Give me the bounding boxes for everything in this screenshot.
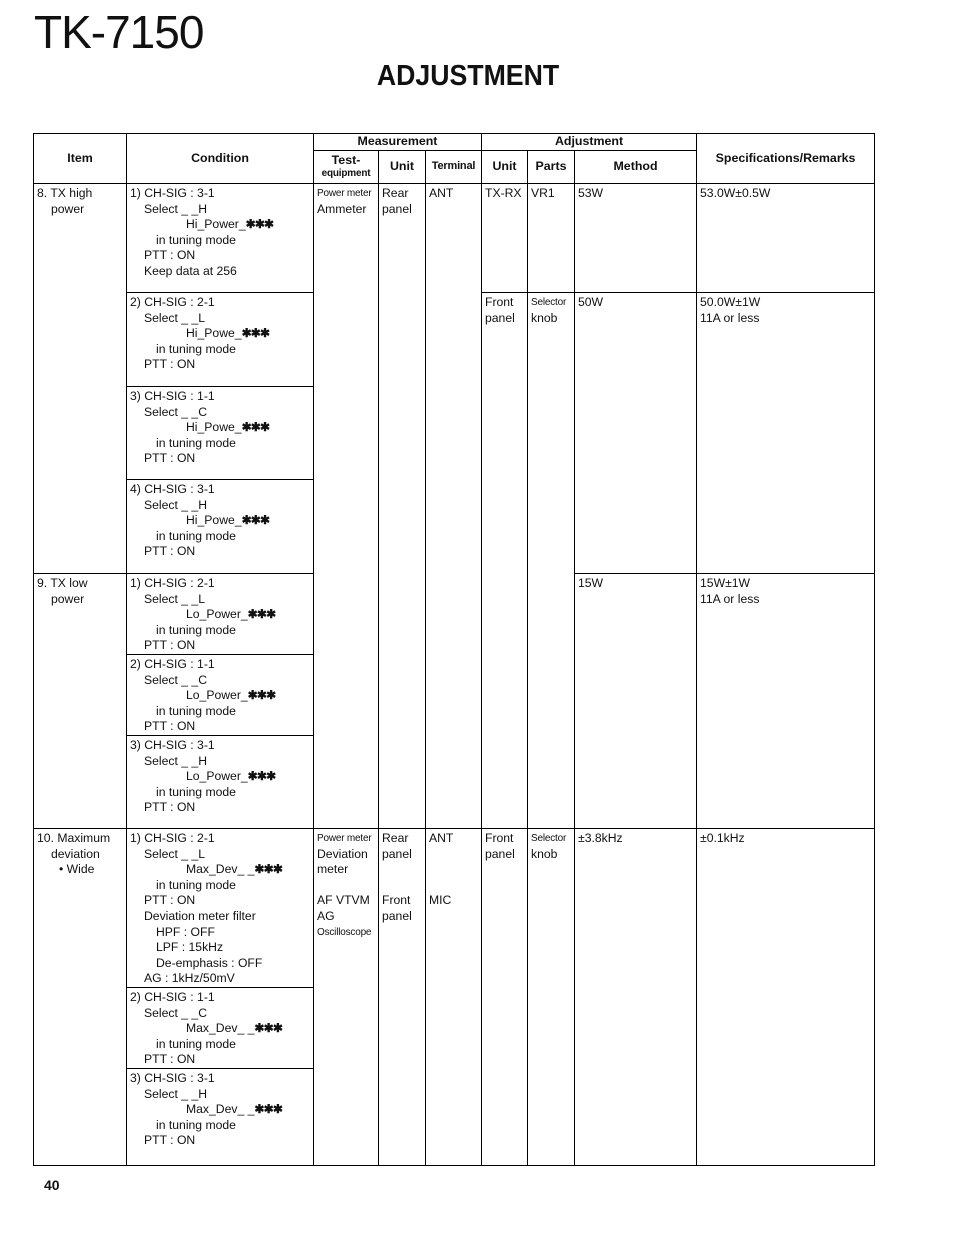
cond-line: 2) CH-SIG : 1-1 [130,657,215,671]
item-10-line-1: 10. Maximum [37,831,111,845]
item-8-line-1: 8. TX high [37,186,93,200]
cond-line: Hi_Powe_ [186,513,242,528]
unit-line: Rear [382,831,409,845]
adj-unit-10 [482,829,528,1166]
item-10-line-3: • Wide [59,862,95,877]
cond-line: Max_Dev_ _ [186,1021,255,1036]
cond-line: Max_Dev_ _ [186,1102,255,1117]
test-equipment-10 [314,829,379,1166]
header-test-equipment [314,151,379,184]
condition-9-3 [127,736,314,829]
item-8-line-2: power [51,201,85,216]
test-equipment-line: Ammeter [317,201,367,216]
test-equipment-line: AG [317,908,335,923]
adjustment-table [33,133,875,1166]
stars-mark: ✱✱✱ [245,217,274,232]
header-adj-unit: Unit [482,151,528,184]
stars-mark: ✱✱✱ [247,688,276,703]
specs-10 [697,829,875,1166]
cond-line: LPF : 15kHz [156,940,224,955]
header-measurement: Measurement [314,134,482,151]
cond-line: PTT : ON [144,1052,196,1067]
stars-mark: ✱✱✱ [241,326,270,341]
parts-line: knob [531,310,558,325]
terminal-line: ANT [429,831,454,845]
condition-10-1 [127,829,314,988]
cond-line: Select _ _H [144,753,208,768]
stars-mark: ✱✱✱ [241,513,270,528]
unit-line: panel [382,201,412,216]
adj-unit-line: panel [485,846,515,861]
cond-line: HPF : OFF [156,924,215,939]
cond-line: PTT : ON [144,451,196,466]
item-9-line-2: power [51,591,85,606]
specs-9 [697,574,875,829]
cond-line: in tuning mode [156,528,236,543]
header-specs: Specifications/Remarks [697,134,875,184]
method-9: 15W [575,574,697,829]
cond-line: 1) CH-SIG : 3-1 [130,186,215,200]
cond-line: in tuning mode [156,435,236,450]
cond-line: PTT : ON [144,357,196,372]
unit-line: Rear [382,186,409,200]
condition-8-1 [127,184,314,293]
header-test-equipment-1: Test- [331,153,361,167]
cond-line: De-emphasis : OFF [156,955,263,970]
cond-line: 1) CH-SIG : 2-1 [130,576,215,590]
model-title: TK-7150 [34,6,204,58]
adj-unit-line: Front [485,831,514,845]
cond-line: 4) CH-SIG : 3-1 [130,482,215,496]
condition-9-1 [127,574,314,655]
header-method: Method [575,151,697,184]
condition-8-3 [127,387,314,480]
test-equipment-line: meter [317,862,349,877]
test-equipment-8-9 [314,184,379,829]
item-10-line-2: deviation [51,846,100,861]
cond-line: Select _ _H [144,497,208,512]
cond-line: PTT : ON [144,544,196,559]
specs-line: 15W±1W [700,576,751,590]
cond-line: in tuning mode [156,877,236,892]
cond-line: 3) CH-SIG : 3-1 [130,738,215,752]
specs-8-2 [697,293,875,574]
stars-mark: ✱✱✱ [247,607,276,622]
header-adjustment: Adjustment [482,134,697,151]
parts-line: Selector [531,297,567,308]
cond-line: in tuning mode [156,784,236,799]
cond-line: in tuning mode [156,341,236,356]
header-terminal: Terminal [426,151,482,184]
test-equipment-line: Deviation [317,846,368,861]
terminal-line: MIC [429,893,452,908]
unit-line: panel [382,846,412,861]
page-number: 40 [44,1177,60,1193]
unit-line: Front [382,893,411,908]
specs-line: 11A or less [700,591,760,606]
cond-line: 1) CH-SIG : 2-1 [130,831,215,845]
method-10: ±3.8kHz [575,829,697,1166]
unit-line: panel [382,908,412,923]
cond-line: in tuning mode [156,232,236,247]
header-parts: Parts [528,151,575,184]
parts-8-2 [528,293,575,829]
cond-line: Select _ _L [144,591,205,606]
cond-line: 2) CH-SIG : 1-1 [130,990,215,1004]
unit-8-9 [379,184,426,829]
item-9-cell [34,574,127,829]
condition-9-2 [127,655,314,736]
parts-line: knob [531,846,558,861]
adj-unit-8-2 [482,293,528,829]
condition-10-3 [127,1069,314,1166]
cond-line: in tuning mode [156,1036,236,1051]
condition-10-2 [127,988,314,1069]
adj-unit-line: Front [485,295,514,309]
method-8-1: 53W [575,184,697,293]
cond-line: Select _ _L [144,846,205,861]
cond-line: Lo_Power_ [186,607,248,622]
test-equipment-line: Power meter [317,188,372,199]
cond-line: Select _ _H [144,1086,208,1101]
specs-line: 50.0W±1W [700,295,761,309]
adj-unit-8-1 [482,184,528,293]
terminal-8-9: ANT [426,184,482,829]
header-unit: Unit [379,151,426,184]
test-equipment-line: Power meter [317,833,372,844]
cond-line: in tuning mode [156,703,236,718]
cond-line: 2) CH-SIG : 2-1 [130,295,215,309]
unit-10 [379,829,426,1166]
cond-line: Lo_Power_ [186,688,248,703]
cond-line: Deviation meter filter [144,908,256,923]
method-8-2: 50W [575,293,697,574]
parts-line: VR1 [531,186,555,200]
parts-line: Selector [531,833,567,844]
cond-line: Select _ _C [144,1005,208,1020]
cond-line: PTT : ON [144,248,196,263]
specs-8-1 [697,184,875,293]
header-test-equipment-2: equipment [321,168,371,179]
cond-line: in tuning mode [156,622,236,637]
test-equipment-line: Oscilloscope [317,926,372,938]
stars-mark: ✱✱✱ [254,1021,283,1036]
cond-line: 3) CH-SIG : 1-1 [130,389,215,403]
cond-line: Select _ _H [144,201,208,216]
terminal-10 [426,829,482,1166]
specs-line: 11A or less [700,310,760,325]
parts-10 [528,829,575,1166]
adj-unit-line: TX-RX [485,186,522,200]
cond-line: Select _ _C [144,404,208,419]
cond-line: AG : 1kHz/50mV [144,971,235,986]
stars-mark: ✱✱✱ [247,769,276,784]
condition-8-4 [127,480,314,574]
cond-line: PTT : ON [144,800,196,815]
cond-line: PTT : ON [144,893,196,908]
stars-mark: ✱✱✱ [241,420,270,435]
adj-unit-line: panel [485,310,515,325]
cond-line: Max_Dev_ _ [186,862,255,877]
cond-line: PTT : ON [144,1133,196,1148]
cond-line: 3) CH-SIG : 3-1 [130,1071,215,1085]
item-9-line-1: 9. TX low [37,576,88,590]
item-8-cell [34,184,127,574]
cond-line: Lo_Power_ [186,769,248,784]
cond-line: Hi_Powe_ [186,420,242,435]
parts-8-1 [528,184,575,293]
cond-line: PTT : ON [144,719,196,734]
condition-8-2 [127,293,314,387]
cond-line: Select _ _C [144,672,208,687]
specs-line: 53.0W±0.5W [700,186,771,200]
cond-line: Select _ _L [144,310,205,325]
section-title: ADJUSTMENT [376,60,560,92]
cond-line: Hi_Powe_ [186,326,242,341]
stars-mark: ✱✱✱ [254,1102,283,1117]
cond-line: Keep data at 256 [144,263,237,278]
stars-mark: ✱✱✱ [254,862,283,877]
cond-line: Hi_Power_ [186,217,246,232]
item-10-cell [34,829,127,1166]
test-equipment-line: AF VTVM [317,893,370,908]
header-item: Item [34,134,127,184]
specs-line: ±0.1kHz [700,831,745,845]
cond-line: PTT : ON [144,638,196,653]
header-condition: Condition [127,134,314,184]
cond-line: in tuning mode [156,1117,236,1132]
